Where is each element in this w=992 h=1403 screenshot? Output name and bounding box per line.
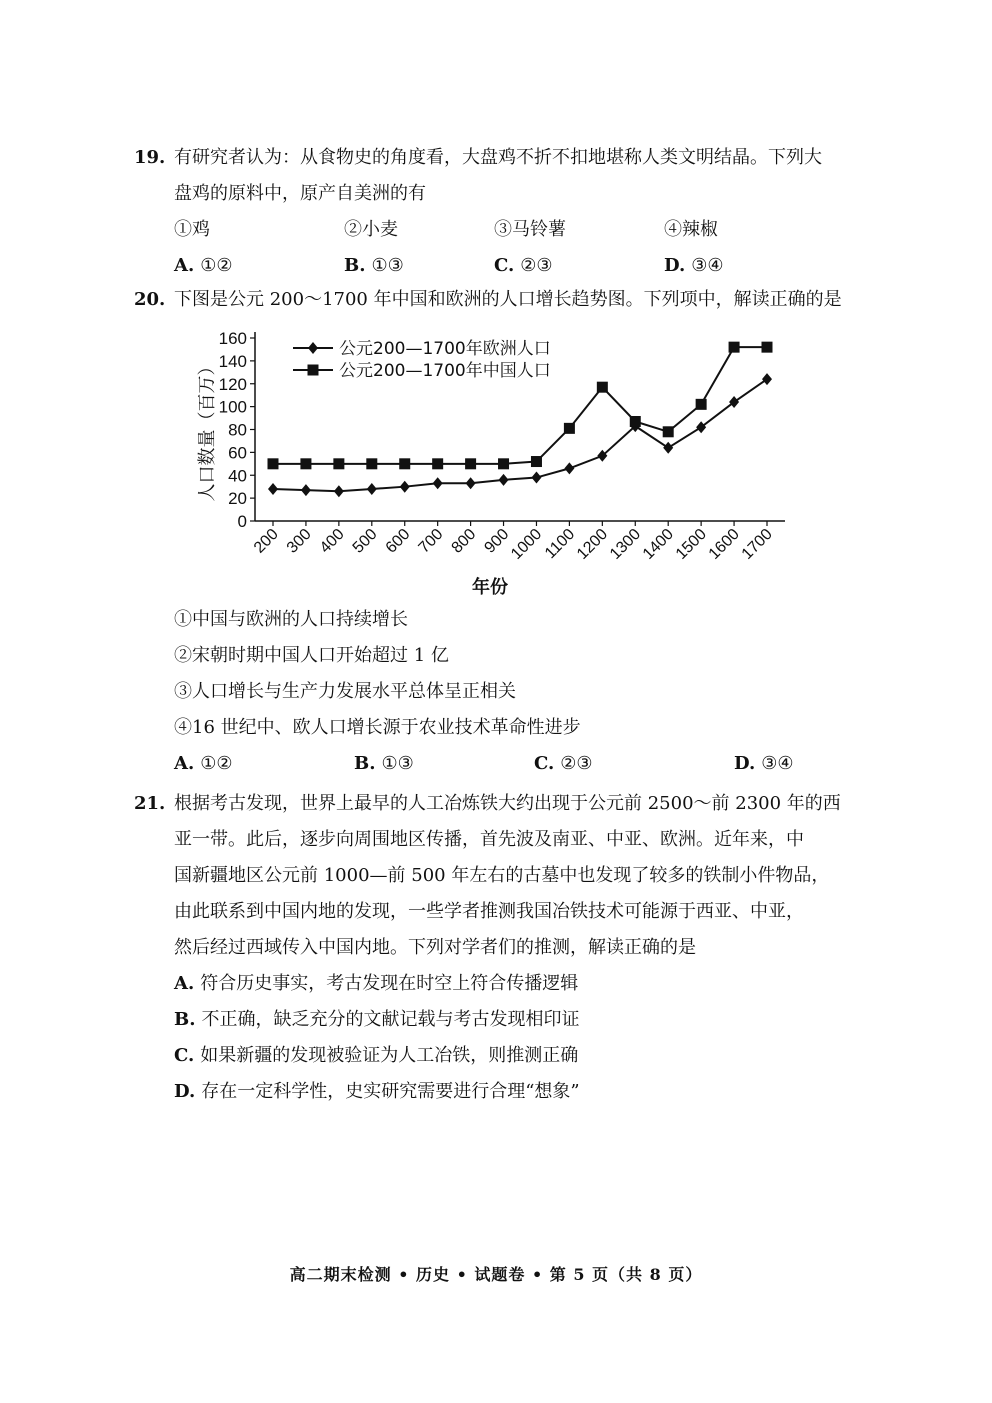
item: ③马铃薯 (494, 219, 566, 240)
data-point-europe (762, 373, 772, 385)
x-tick-label: 1600 (705, 525, 743, 563)
x-tick-label: 400 (316, 525, 348, 557)
data-point-china (531, 456, 542, 467)
population-line-chart (185, 318, 810, 603)
legend-label: 公元200—1700年中国人口 (339, 361, 551, 381)
question-text-line: 然后经过西域传入中国内地。下列对学者们的推测，解读正确的是 (174, 937, 696, 958)
question-text-line: 有研究者认为：从食物史的角度看，大盘鸡不折不扣地堪称人类文明结晶。下列大 (174, 147, 822, 168)
data-point-china (564, 423, 575, 434)
x-tick-label: 900 (481, 525, 513, 557)
x-tick-label: 600 (382, 525, 414, 557)
choice-b: B. ①③ (354, 753, 414, 774)
choice-row (174, 746, 894, 782)
item: ④辣椒 (664, 219, 718, 240)
choice-b: B. 不正确，缺乏充分的文献记载与考古发现相印证 (174, 1009, 580, 1030)
y-tick-label: 40 (228, 466, 247, 486)
x-tick-label: 1000 (508, 525, 546, 563)
choice-c: C. 如果新疆的发现被验证为人工冶铁，则推测正确 (174, 1045, 579, 1066)
x-tick-label: 1700 (738, 525, 776, 563)
data-point-europe (564, 462, 574, 474)
choice-c: C. ②③ (534, 753, 593, 774)
data-point-china (663, 426, 674, 437)
question-text-line: 下图是公元 200～1700 年中国和欧洲的人口增长趋势图。下列项中，解读正确的是 (174, 289, 842, 310)
data-point-china (498, 458, 509, 469)
choice-d: D. 存在一定科学性，史实研究需要进行合理“想象” (174, 1081, 580, 1102)
question-20 (134, 282, 894, 318)
data-point-china (300, 458, 311, 469)
data-point-china (729, 342, 740, 353)
data-point-europe (433, 477, 443, 489)
x-tick-label: 1300 (606, 525, 645, 563)
question-text-line: 亚一带。此后，逐步向周围地区传播，首先波及南亚、中亚、欧洲。近年来，中 (174, 829, 804, 850)
statement: ②宋朝时期中国人口开始超过 1 亿 (174, 645, 449, 666)
statement: ③人口增长与生产力发展水平总体呈正相关 (174, 681, 516, 702)
series-line-europe (273, 379, 767, 491)
data-point-china (696, 399, 707, 410)
data-point-china (465, 458, 476, 469)
y-tick-label: 20 (228, 489, 247, 509)
choice-c: C. ②③ (494, 255, 553, 276)
statement: ④16 世纪中、欧人口增长源于农业技术革命性进步 (174, 717, 581, 738)
choice-d: D. ③④ (664, 255, 724, 276)
page-footer: 高二期末检测 • 历史 • 试题卷 • 第 5 页（共 8 页） (289, 1265, 703, 1284)
x-tick-label: 1500 (672, 525, 710, 563)
data-point-china (333, 458, 344, 469)
data-point-europe (367, 483, 377, 495)
x-tick-label: 300 (283, 525, 315, 557)
x-tick-label: 800 (448, 525, 480, 557)
data-point-europe (334, 485, 344, 497)
x-tick-label: 1200 (573, 525, 612, 563)
choice-b: B. ①③ (344, 255, 404, 276)
choice-a: A. ①② (174, 753, 233, 774)
y-axis-label: 人口数量（百万） (197, 357, 218, 502)
question-text-line: 由此联系到中国内地的发现，一些学者推测我国冶铁技术可能源于西亚、中亚， (174, 901, 804, 922)
choice-a: A. 符合历史事实，考古发现在时空上符合传播逻辑 (174, 973, 579, 994)
data-point-europe (268, 483, 278, 495)
choice-a: A. ①② (174, 255, 233, 276)
data-point-europe (301, 484, 311, 496)
question-19 (134, 140, 894, 280)
question-text-line: 国新疆地区公元前 1000—前 500 年左右的古墓中也发现了较多的铁制小件物品， (174, 865, 830, 886)
question-21 (134, 786, 894, 1116)
data-point-china (630, 416, 641, 427)
y-tick-label: 100 (218, 397, 247, 417)
x-tick-label: 1100 (541, 525, 579, 563)
data-point-china (597, 382, 608, 393)
statement: ①中国与欧洲的人口持续增长 (174, 609, 408, 630)
question-number: 19. (134, 147, 166, 168)
data-point-china (399, 458, 410, 469)
choice-row (174, 248, 874, 284)
item: ①鸡 (174, 219, 210, 240)
x-tick-label: 200 (250, 525, 282, 557)
question-text-line: 根据考古发现，世界上最早的人工冶炼铁大约出现于公元前 2500～前 2300 年的西 (174, 793, 841, 814)
data-point-china (432, 458, 443, 469)
question-number: 21. (134, 793, 166, 814)
y-tick-label: 60 (228, 443, 247, 463)
x-axis-label: 年份 (472, 577, 508, 598)
data-point-china (366, 458, 377, 469)
data-point-europe (499, 474, 509, 486)
data-point-china (762, 342, 773, 353)
legend-marker (308, 365, 319, 376)
item: ②小麦 (344, 219, 398, 240)
y-tick-label: 160 (218, 329, 247, 348)
data-point-europe (663, 442, 673, 454)
y-tick-label: 80 (228, 420, 247, 440)
y-tick-label: 120 (218, 374, 247, 394)
data-point-europe (696, 421, 706, 433)
choice-d: D. ③④ (734, 753, 794, 774)
y-tick-label: 0 (237, 512, 247, 531)
legend-marker (308, 342, 318, 354)
x-tick-label: 1400 (639, 525, 678, 563)
data-point-europe (466, 477, 476, 489)
data-point-europe (400, 481, 410, 493)
question-text-line: 盘鸡的原料中，原产自美洲的有 (174, 183, 426, 204)
y-tick-label: 140 (218, 351, 247, 371)
x-tick-label: 500 (349, 525, 381, 557)
legend-label: 公元200—1700年欧洲人口 (339, 339, 551, 359)
x-tick-label: 700 (415, 525, 447, 557)
question-number: 20. (134, 289, 166, 310)
question-20-statements (134, 602, 894, 782)
item-row (174, 212, 874, 248)
data-point-europe (531, 472, 541, 484)
data-point-europe (729, 396, 739, 408)
data-point-china (268, 458, 279, 469)
